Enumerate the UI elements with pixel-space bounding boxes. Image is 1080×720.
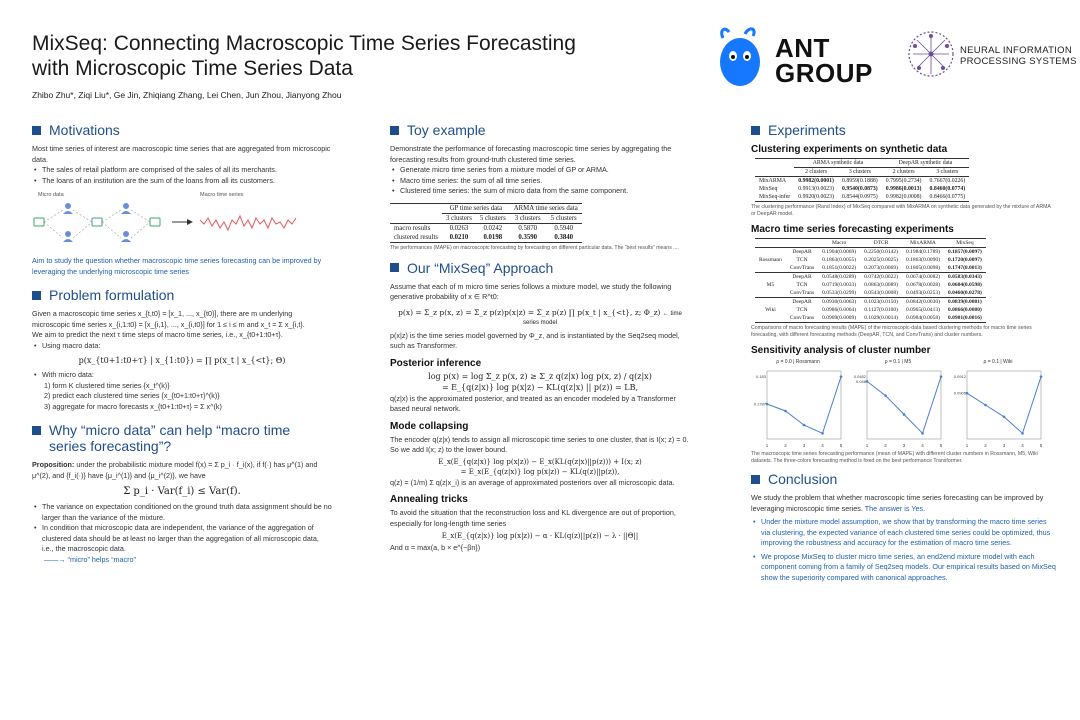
data-point: [866, 380, 869, 383]
x-tick-label: 4: [1021, 443, 1024, 448]
table-row: [755, 273, 986, 282]
ant-wordmark-line-2: GROUP: [775, 58, 873, 88]
table-cell: 0.0863(0.0089): [864, 282, 899, 288]
table-header-empty: [755, 239, 786, 248]
table-cell: 0.0493(0.0253): [906, 290, 940, 296]
section-heading-conclusion: [751, 471, 1056, 487]
problem-step: 1) form K clustered time series {x_t^(k)}: [44, 380, 170, 390]
section-heading-problem: [32, 287, 332, 303]
plot-title: ρ = 0.1 | M5: [884, 359, 912, 365]
x-tick-label: 5: [939, 443, 943, 448]
x-tick-label: 3: [1002, 443, 1006, 448]
table-cell: 0.8959(0.1888): [841, 178, 878, 184]
table-cell: 0.7667(0.0226): [929, 178, 966, 184]
table-cell: 0.0548(0.0289): [822, 274, 857, 280]
table-cell: 0.9982(0.0001): [798, 178, 834, 184]
motivations-bullet: • The loans of an institution are the sum of the loans from all its customers.: [32, 176, 332, 187]
table-cell: 0.0839(0.0081): [947, 299, 982, 305]
conclusion-bullet: • We propose MixSeq to cluster micro time series, an end2end mixture model with each component coming from a family of Seq2seq models. Our empirical results based on MixSeq show the superiority compared with canonical approaches.: [751, 552, 1056, 584]
plot-title: ρ = 0.0 | Rossmann: [776, 359, 820, 365]
model-label: DeepAR: [792, 249, 812, 255]
model-label: TCN: [796, 307, 808, 313]
table-row: [755, 289, 986, 298]
table-cell: 0.1857(0.0097): [947, 249, 982, 255]
why-proposition: [32, 460, 332, 481]
table-header-empty: [755, 159, 794, 168]
data-point: [1021, 432, 1024, 435]
synthetic-caption: The clustering performance (Rand Index) of MixSeq compared with MixARMA on synthetic data generated by the mixture of ARMA or DeepAR model.: [751, 204, 1051, 217]
proposition-label: Proposition:: [32, 460, 75, 469]
authors: Zhibo Zhu*, Ziqi Liu*, Ge Jin, Zhiqiang Zhang, Lei Chen, Jun Zhou, Jianyong Zhou: [32, 90, 342, 100]
section-heading-approach: [390, 260, 690, 276]
approach-desc: p(x|z) is the time series model governed by Φ_z, and is instantiated by the Seq2seq model, such as Transformer.: [390, 330, 680, 350]
table-cell: 0.9920(0.0023): [798, 194, 834, 200]
table-cell: 0.1904(0.0069): [822, 249, 857, 255]
section-heading-text: Toy example: [407, 122, 486, 138]
data-point: [766, 403, 769, 406]
problem-step: 3) aggregate for macro forecasts x_{t0+1:t0+τ} = Σ x^(k): [44, 401, 222, 411]
table-cell: 0.0984(0.0058): [906, 315, 940, 321]
sensitivity-title: Sensitivity analysis of cluster number: [751, 345, 931, 356]
y-value-label: 0.048: [855, 378, 866, 384]
posterior-desc: q(z|x) is the approximated posterior, and treated as an encoder modeled by a Transformer based neural network.: [390, 393, 676, 413]
why-heading-line-2: series forecasting”?: [49, 438, 172, 454]
toy-intro: Demonstrate the performance of forecasting macroscopic time series by aggregating the forecasting results from ground-truth clustered time series.: [390, 144, 672, 164]
why-heading-line-1: Why “micro data” can help “macro time: [49, 422, 291, 438]
table-group-header: ARMA synthetic data: [794, 159, 882, 168]
plot-canvas: [851, 367, 945, 449]
section-heading-text: Motivations: [49, 122, 120, 138]
table-header-empty: [390, 213, 442, 223]
model-label: TCN: [796, 282, 808, 288]
table-cell: 0.0583(0.0343): [947, 274, 982, 280]
y-value-label: 0.1787: [753, 401, 766, 407]
neurips-wordmark: [960, 45, 1077, 67]
table-subheader: 5 clusters: [479, 214, 506, 222]
model-label: DeepAR: [792, 299, 812, 305]
table-cell: 0.8460(0.0774): [929, 186, 966, 192]
plot-frame: [767, 371, 841, 439]
approach-intro: Assume that each of m micro time series follows a mixture model, we study the following generative probability of x ∈ R^t0:: [390, 281, 672, 301]
collapsing-title: Mode collapsing: [390, 420, 469, 432]
why-bullet: • In condition that microscopic data are independent, the variance of the aggregation of clustered data should be at least no larger than the aggregation of all microscopic data, i.e., the macroscopic data.: [32, 523, 332, 555]
table-cell: 0.9982(0.0008): [885, 194, 922, 200]
problem-eq1: p(x_{t0+1:t0+τ} | x_{1:t0}) = ∏ p(x_t | x_{<t}; Θ): [78, 356, 286, 365]
synthetic-table: [755, 158, 969, 202]
table-cell: 0.2025(0.0025): [864, 257, 899, 263]
sensitivity-plot: [951, 359, 1045, 449]
x-tick-label: 2: [884, 443, 887, 448]
fig-label-macro: Macro time series: [200, 192, 244, 198]
macro-title: Macro time series forecasting experiments: [751, 224, 954, 235]
y-value-label: 0.0905: [953, 390, 966, 396]
toy-bullet: • Clustered time series: the sum of micro data from the same component.: [390, 186, 690, 197]
neurips-wordmark-line-1: NEURAL INFORMATION: [960, 45, 1073, 56]
section-heading-text: Conclusion: [768, 471, 838, 487]
x-tick-label: 2: [984, 443, 987, 448]
ant-group-wordmark: [775, 33, 873, 88]
series-line: [867, 377, 941, 434]
model-label: ConvTrans: [789, 315, 815, 321]
annealing-desc: To avoid the situation that the reconstruction loss and KL divergence are out of proportion, especially for long-length time series: [390, 508, 676, 528]
data-point: [784, 410, 787, 413]
table-group-header: DeepAR synthetic data: [882, 159, 970, 168]
posterior-title: Posterior inference: [390, 357, 482, 369]
annealing-eq: E_x(E_{q(z|x)} log p(x|z)) − α · KL(q(z)||p(z)) − λ · ||Θ||: [441, 532, 639, 540]
column-right: [751, 118, 1056, 583]
data-point: [966, 392, 969, 395]
problem-p2: We aim to predict the next τ time steps of macro time series, i.e., x_{t0+1:t0+τ}.: [32, 330, 283, 339]
table-cell: 0.1747(0.0013): [947, 265, 982, 271]
posterior-eq1: log p(x) = log Σ_z p(x, z) ≥ Σ_z q(z|x) log p(x, z) / q(z|x): [428, 371, 652, 381]
section-square-icon: [32, 126, 41, 135]
macro-forecast-table: [755, 238, 986, 323]
table-cell: 0.0719(0.0033): [822, 282, 857, 288]
table-row: [755, 185, 969, 193]
why-eq: Σ p_i · Var(f_i) ≤ Var(f).: [123, 486, 241, 497]
ant-wordmark-line-1: ANT: [775, 33, 830, 63]
plot-frame: [867, 371, 941, 439]
x-tick-label: 1: [865, 443, 869, 448]
neurips-wordmark-line-2: PROCESSING SYSTEMS: [960, 56, 1077, 67]
data-point: [1003, 416, 1006, 419]
model-label: ConvTrans: [789, 290, 815, 296]
table-col-header: MixSeq: [956, 240, 974, 246]
table-cell: 0.0674(0.0082): [906, 274, 940, 280]
posterior-eq2: = E_{q(z|x)} log p(x|z) − KL(q(z|x) || p(z)) = LB,: [441, 382, 639, 392]
table-cell: 0.8544(0.0975): [841, 194, 878, 200]
problem-with-micro: • With micro data:: [32, 370, 332, 381]
table-group-header: ARMA time series data: [510, 203, 582, 213]
table-cell: 0.1863(0.0090): [906, 257, 940, 263]
table-cell: 0.3840: [554, 233, 574, 241]
table-cell: 0.3590: [518, 233, 538, 241]
table-cell: 0.0543(0.0008): [864, 290, 899, 296]
column-middle: [390, 118, 690, 554]
table-cell: 0.0842(0.0030): [906, 299, 940, 305]
macro-caption: Comparisons of macro forecasting results (MAPE) of the microscopic-data based clustering methods for macro time series forecasting, with different forecasting methods (DeepAR, TCN, and ConvTrans) and cluster numbers.: [751, 325, 1032, 338]
sensitivity-plot: [751, 359, 845, 449]
table-header-empty: [755, 168, 794, 177]
table-cell: 0.0866(0.0080): [947, 307, 982, 313]
model-label: TCN: [796, 257, 808, 263]
table-header-empty: [390, 203, 442, 213]
table-cell: 0.0965(0.0413): [906, 307, 940, 313]
annealing-alpha: And α = max(a, b × e^{−βn}): [390, 543, 481, 552]
proposition-text: under the probabilistic mixture model f(x) = Σ p_i · f_i(x), if f(·) has μ^(1) and μ^(2), and {f_i(·)} have {μ_i^(1)} and {μ_i^(2)}, we have: [32, 460, 318, 480]
table-cell: 0.9913(0.0023): [798, 186, 834, 192]
dataset-label: Rossmann: [755, 248, 786, 273]
table-row: [390, 223, 582, 233]
section-square-icon: [751, 475, 760, 484]
table-cell: 0.1127(0.0100): [864, 307, 898, 313]
micro-macro-illustration: [32, 190, 332, 252]
table-cell: 0.1984(0.1789): [906, 249, 940, 255]
y-value-label: 0.0912: [953, 374, 966, 380]
table-subheader: 3 clusters: [848, 169, 871, 175]
y-value-label: 0.0482: [853, 374, 866, 380]
x-tick-label: 3: [902, 443, 906, 448]
table-cell: 0.0986(0.0064): [822, 307, 857, 313]
x-tick-label: 5: [1039, 443, 1043, 448]
table-row: [755, 298, 986, 307]
synthetic-title: Clustering experiments on synthetic data: [751, 144, 948, 155]
table-cell: 0.1863(0.0055): [822, 257, 857, 263]
conclusion-intro: [751, 493, 1056, 514]
table-cell: 0.0533(0.0299): [822, 290, 857, 296]
toy-caption: The performances (MAPE) on macroscopic forecasting by forecasting on different particular data. The “best results” means ....: [390, 244, 679, 251]
row-label: MixSeq-infer: [759, 194, 791, 200]
data-point: [1040, 375, 1043, 378]
dataset-label: M5: [755, 273, 786, 298]
table-col-header: Macro: [831, 240, 847, 246]
data-point: [903, 413, 906, 416]
conclusion-answer: The answer is Yes.: [864, 503, 926, 513]
table-subheader: 3 clusters: [514, 214, 541, 222]
plot-frame: [967, 371, 1041, 439]
poster-title: [32, 31, 672, 81]
toy-bullet: • Generate micro time series from a mixture model of GP or ARMA.: [390, 165, 690, 176]
approach-eq-note: ← time series model: [522, 310, 682, 326]
table-cell: 0.0210: [449, 233, 469, 241]
table-col-header: MixARMA: [910, 240, 936, 246]
x-tick-label: 2: [784, 443, 787, 448]
table-cell: 0.0909(0.0009): [822, 315, 857, 321]
x-tick-label: 4: [821, 443, 824, 448]
table-cell: 0.1720(0.0097): [947, 257, 982, 263]
x-tick-label: 1: [965, 443, 969, 448]
table-cell: 0.0242: [483, 224, 503, 232]
x-tick-label: 4: [921, 443, 924, 448]
section-heading-text: Problem formulation: [49, 287, 175, 303]
table-group-header: GP time series data: [442, 203, 510, 213]
section-square-icon: [32, 291, 41, 300]
table-cell: 0.1805(0.0098): [906, 265, 940, 271]
conclusion-bullet: • Under the mixture model assumption, we show that by transforming the macro time series via clustering, the expected variance of each clustered time series could be optimized, thus improving the robustness and accuracy for the estimation of macro time series.: [751, 517, 1056, 549]
data-point: [940, 375, 943, 378]
y-value-label: 0.183: [755, 374, 766, 380]
row-label: MixARMA: [759, 178, 787, 184]
table-cell: 0.1023(0.0150): [864, 299, 899, 305]
x-tick-label: 1: [765, 443, 769, 448]
table-cell: 0.0198: [483, 233, 503, 241]
data-point: [984, 404, 987, 407]
motivations-bullet: • The sales of retail platform are comprised of the sales of all its merchants.: [32, 165, 332, 176]
model-label: ConvTrans: [789, 265, 815, 271]
section-heading-experiments: [751, 122, 1056, 138]
row-label: clustered results: [394, 233, 438, 241]
problem-p1: Given a macroscopic time series x_{t,t0} = [x_1, ..., x_{t0}], there are m underlying microscopic time series x_{i,1:t0} = [x_{i,1}, ..., x_{i,t0}] for 1 ≤ i ≤ m and x_t = Σ x_{i,t}.: [32, 309, 305, 329]
table-subheader: 3 clusters: [936, 169, 959, 175]
table-cell: 0.0901(0.0016): [947, 315, 982, 321]
section-heading-text: Experiments: [768, 122, 846, 138]
conclusion-intro-text: We study the problem that whether macroscopic time series forecasting can be improved by leveraging microscopic time series.: [751, 493, 1044, 513]
section-heading-text: Our “MixSeq” Approach: [407, 259, 554, 276]
table-header-empty: [786, 239, 818, 248]
why-bullet: • The variance on expectation conditioned on the ground truth data assignment should be no larger than the variance of the mixture.: [32, 502, 332, 523]
table-cell: 0.7995(0.2734): [885, 178, 922, 184]
table-cell: 0.2073(0.0069): [864, 265, 899, 271]
table-row: [755, 306, 986, 314]
table-row: [755, 177, 969, 186]
toy-bullet: • Macro time series: the sum of all time series.: [390, 176, 690, 187]
table-row: [755, 193, 969, 202]
fig-label-micro: Micro data: [38, 192, 64, 198]
toy-results-table: [390, 203, 582, 243]
micro-macro-figure: [32, 190, 332, 252]
section-square-icon: [32, 426, 41, 435]
model-label: DeepAR: [792, 274, 812, 280]
problem-using-macro: • Using macro data:: [32, 341, 332, 352]
motivations-intro: Most time series of interest are macroscopic time series that are aggregated from microscopic data.: [32, 144, 331, 164]
table-cell: 0.1851(0.0022): [822, 265, 857, 271]
table-cell: 0.0263: [449, 224, 469, 232]
column-left: [32, 118, 332, 565]
table-subheader: 5 clusters: [550, 214, 577, 222]
table-row: [755, 281, 986, 289]
collapsing-eq1: E_x(E_{q(z|x)} log p(x|z)) − E_x(KL(q(z|x)||p(z))) + I(x; z): [438, 457, 642, 466]
dataset-label: Wiki: [755, 298, 786, 323]
title-line-2: with Microscopic Time Series Data: [32, 57, 353, 80]
section-heading-toy: [390, 122, 690, 138]
table-cell: 0.8466(0.0775): [929, 194, 966, 200]
table-cell: 0.0604(0.0598): [947, 282, 982, 288]
series-line: [967, 377, 1041, 434]
sensitivity-plot: [851, 359, 945, 449]
table-cell: 0.9986(0.0013): [885, 186, 922, 192]
plot-canvas: [751, 367, 845, 449]
collapsing-eq2: = E_x(E_{q(z|x)} log p(x|z)) − KL(q(z)||p(z)),: [460, 467, 620, 476]
sensitivity-plots: [751, 359, 1056, 449]
table-row: [755, 264, 986, 273]
table-cell: 0.0678(0.0028): [906, 282, 940, 288]
data-point: [821, 432, 824, 435]
table-subheader: 2 clusters: [892, 169, 915, 175]
section-heading-motivations: [32, 122, 332, 138]
collapsing-desc: The encoder q(z|x) tends to assign all microscopic time series to one cluster, that is I(x; z) = 0. So we add I(x; z) to the lower bound.: [390, 434, 689, 454]
data-point: [884, 394, 887, 397]
problem-step: 2) predict each clustered time series {x_{t0+1:t0+τ}^(k)}: [44, 391, 220, 400]
data-point: [921, 432, 924, 435]
row-label: macro results: [394, 224, 431, 232]
table-row: [755, 314, 986, 323]
section-square-icon: [751, 126, 760, 135]
x-tick-label: 3: [802, 443, 806, 448]
table-cell: 0.0930(0.0063): [822, 299, 857, 305]
sensitivity-caption: The macroscopic time series forecasting performance (mean of MAPE) with different cluster numbers in Rossmann, M5, Wiki datasets. The three-colors forecasting method is fixed on the best performance Transformer.: [751, 451, 1038, 464]
section-square-icon: [390, 126, 399, 135]
section-heading-text: [49, 422, 290, 454]
table-cell: 0.5870: [518, 224, 538, 232]
table-row: [755, 256, 986, 264]
table-subheader: 3 clusters: [445, 214, 472, 222]
why-conclusion: ——→ “micro” helps “macro”: [44, 554, 136, 564]
approach-eq: [390, 308, 690, 326]
table-cell: 0.2250(0.0142): [864, 249, 899, 255]
table-col-header: DTCR: [873, 240, 889, 246]
plot-title: ρ = 0.1 | Wiki: [983, 359, 1013, 365]
annealing-title: Annealing tricks: [390, 494, 468, 505]
plot-canvas: [951, 367, 1045, 449]
table-cell: 0.5940: [554, 224, 574, 232]
table-row: [755, 248, 986, 257]
x-tick-label: 5: [839, 443, 843, 448]
title-line-1: MixSeq: Connecting Macroscopic Time Series Forecasting: [32, 32, 576, 55]
table-cell: 0.9540(0.0873): [841, 186, 878, 192]
data-point: [803, 424, 806, 427]
poster-header: [0, 0, 1080, 115]
table-cell: 0.1029(0.0014): [864, 315, 899, 321]
table-cell: 0.0460(0.0278): [947, 290, 982, 296]
data-point: [840, 375, 843, 378]
table-row: [390, 233, 582, 243]
section-square-icon: [390, 263, 399, 272]
collapsing-eq3: q(z) = (1/m) Σ q(z|x_i) is an average of approximated posteriors over all microscopic data.: [390, 477, 675, 487]
motivations-aim: Aim to study the question whether macroscopic time series forecasting can be improved by leveraging the underlying microscopic time series: [32, 256, 322, 276]
row-label: MixSeq: [759, 186, 778, 192]
table-subheader: 2 clusters: [805, 169, 828, 175]
section-heading-why: [32, 422, 332, 454]
approach-eq-text: p(x) = Σ_z p(x, z) = Σ_z p(z)p(x|z) = Σ_z p(z) ∏ p(x_t | x_{<t}, z; Φ_z): [398, 307, 661, 317]
table-cell: 0.0742(0.0022): [864, 274, 899, 280]
